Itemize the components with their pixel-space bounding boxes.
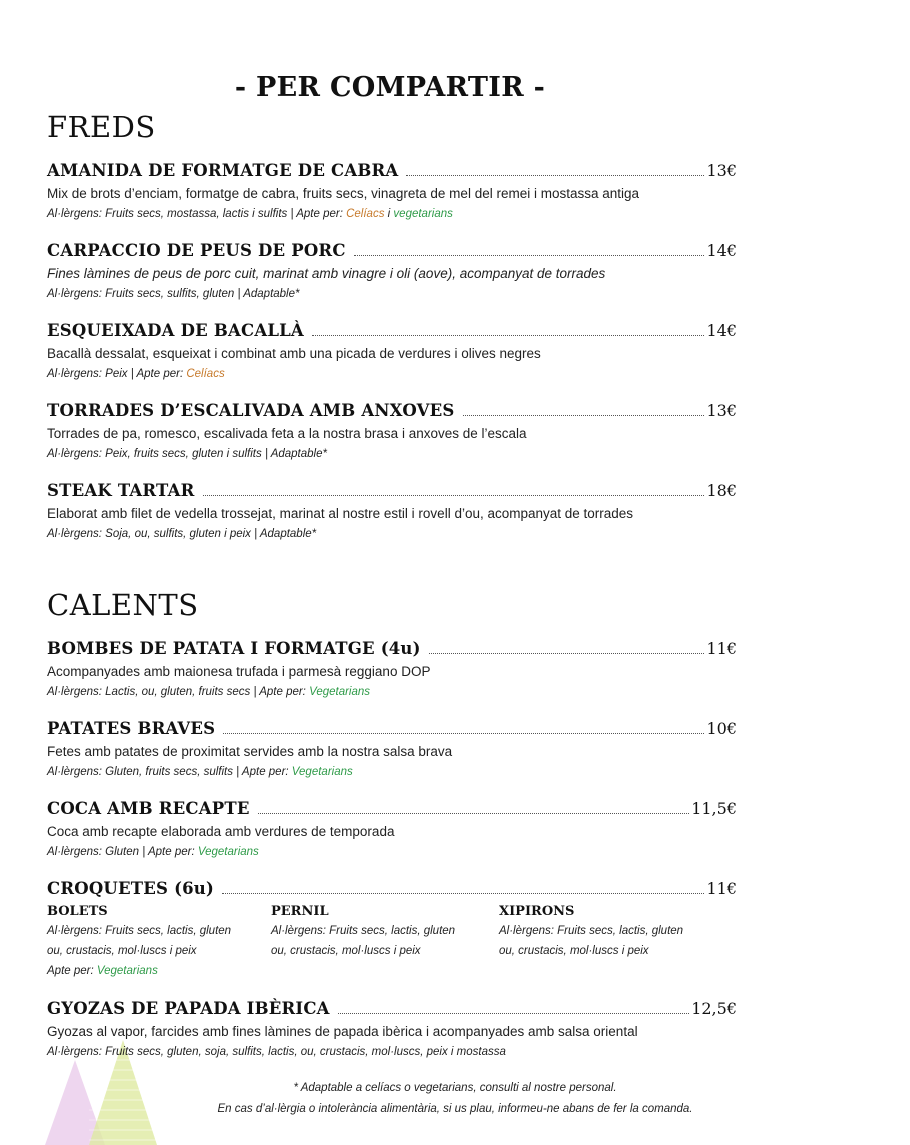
- variant-bolets: [47, 903, 277, 981]
- menu-item: [47, 401, 737, 464]
- item-description: Elaborat amb filet de vedella trossejat, marinat al nostre estil i rovell d’ou, acompanyat de torrades: [47, 506, 634, 521]
- item-name: TORRADES D’ESCALIVADA AMB ANXOVES: [47, 401, 455, 420]
- variant-allergens: Al·lèrgens: Fruits secs, lactis, gluten: [271, 925, 456, 937]
- item-description: Gyozas al vapor, farcides amb fines làmines de papada ibèrica i acompanyades amb salsa oriental: [47, 1024, 638, 1039]
- item-name: STEAK TARTAR: [47, 481, 195, 500]
- footnote-adaptable: * Adaptable a celíacs o vegetarians, consulti al nostre personal.: [293, 1082, 617, 1094]
- suitable-vegetarian: Vegetarians: [291, 766, 353, 778]
- dot-leader: [354, 254, 705, 256]
- dot-leader: [312, 334, 705, 336]
- item-name: ESQUEIXADA DE BACALLÀ: [47, 321, 304, 340]
- item-allergens: [47, 762, 737, 782]
- menu-item: [47, 719, 737, 782]
- allergens-text: Al·lèrgens: Peix | Apte per:: [47, 368, 187, 380]
- variant-allergens-cont: ou, crustacis, mol·luscs i peix: [271, 945, 421, 957]
- item-price: 13€: [706, 401, 737, 420]
- dot-leader: [222, 892, 704, 894]
- dot-leader: [463, 414, 705, 416]
- dot-leader: [258, 812, 690, 814]
- item-price: 11,5€: [691, 799, 737, 818]
- item-allergens: Al·lèrgens: Soja, ou, sulfits, gluten i peix | Adaptable*: [47, 528, 317, 540]
- suitable-vegetarian: Vegetarians: [197, 846, 259, 858]
- variant-pernil: [271, 903, 501, 961]
- item-allergens: [47, 364, 737, 384]
- item-name: BOMBES DE PATATA I FORMATGE (4u): [47, 639, 421, 658]
- item-allergens: Al·lèrgens: Fruits secs, gluten, soja, sulfits, lactis, ou, crustacis, mol·luscs, peix i mostassa: [47, 1046, 506, 1058]
- variant-allergens: Al·lèrgens: Fruits secs, lactis, gluten: [499, 925, 684, 937]
- variant-name: XIPIRONS: [499, 904, 575, 919]
- item-name: CARPACCIO DE PEUS DE PORC: [47, 241, 346, 260]
- footnote-allergy: En cas d’al·lèrgia o intolerància alimentària, si us plau, informeu-ne abans de fer la comanda.: [217, 1103, 693, 1115]
- allergens-text: Al·lèrgens: Lactis, ou, gluten, fruits secs | Apte per:: [47, 686, 310, 698]
- item-price: 10€: [706, 719, 737, 738]
- variant-allergens-cont: ou, crustacis, mol·luscs i peix: [499, 945, 649, 957]
- variant-allergens-cont: ou, crustacis, mol·luscs i peix: [47, 945, 197, 957]
- item-description: Mix de brots d’enciam, formatge de cabra, fruits secs, vinagreta de mel del remei i mostassa antiga: [47, 186, 640, 201]
- item-description: Fetes amb patates de proximitat servides amb la nostra salsa brava: [47, 744, 453, 759]
- item-price: 14€: [706, 241, 737, 260]
- menu-item-croquetes: [47, 879, 737, 901]
- suitable-join: i: [384, 208, 394, 220]
- item-description: Fines làmines de peus de porc cuit, marinat amb vinagre i oli (aove), acompanyat de torrades: [47, 266, 606, 281]
- menu-item: [47, 999, 737, 1062]
- item-price: 12,5€: [691, 999, 737, 1018]
- menu-item: [47, 481, 737, 544]
- section-title-calents: CALENTS: [47, 588, 199, 622]
- suitable-vegetarian: Vegetarians: [309, 686, 371, 698]
- allergens-text: Al·lèrgens: Fruits secs, mostassa, lactis i sulfits | Apte per:: [47, 208, 347, 220]
- dot-leader: [406, 174, 704, 176]
- dot-leader: [203, 494, 705, 496]
- item-description: Bacallà dessalat, esqueixat i combinat amb una picada de verdures i olives negres: [47, 346, 541, 361]
- dot-leader: [223, 732, 704, 734]
- item-allergens: [47, 842, 737, 862]
- item-allergens: [47, 204, 737, 224]
- menu-item: [47, 799, 737, 862]
- suitable-label: Apte per:: [47, 965, 97, 977]
- item-name: GYOZAS DE PAPADA IBÈRICA: [47, 999, 330, 1018]
- item-name: AMANIDA DE FORMATGE DE CABRA: [47, 161, 399, 180]
- page-title: - PER COMPARTIR -: [234, 72, 546, 103]
- item-price: 11€: [706, 879, 737, 898]
- item-description: Acompanyades amb maionesa trufada i parmesà reggiano DOP: [47, 664, 431, 679]
- section-title-freds: FREDS: [47, 110, 156, 144]
- dot-leader: [429, 652, 705, 654]
- variant-name: PERNIL: [271, 904, 329, 919]
- item-price: 11€: [706, 639, 737, 658]
- item-allergens: Al·lèrgens: Peix, fruits secs, gluten i sulfits | Adaptable*: [47, 448, 327, 460]
- suitable-vegetarian: Vegetarians: [96, 965, 158, 977]
- allergens-text: Al·lèrgens: Gluten, fruits secs, sulfits | Apte per:: [47, 766, 292, 778]
- allergens-text: Al·lèrgens: Gluten | Apte per:: [47, 846, 198, 858]
- item-price: 14€: [706, 321, 737, 340]
- suitable-celiac: Celíacs: [346, 208, 385, 220]
- menu-item: [47, 321, 737, 384]
- item-description: Torrades de pa, romesco, escalivada feta a la nostra brasa i anxoves de l’escala: [47, 426, 527, 441]
- item-description: Coca amb recapte elaborada amb verdures de temporada: [47, 824, 395, 839]
- dot-leader: [338, 1012, 690, 1014]
- item-allergens: Al·lèrgens: Fruits secs, sulfits, gluten | Adaptable*: [47, 288, 300, 300]
- item-allergens: [47, 682, 737, 702]
- item-name: CROQUETES (6u): [47, 879, 214, 898]
- variant-suitable: [47, 961, 277, 981]
- variant-allergens: Al·lèrgens: Fruits secs, lactis, gluten: [47, 925, 232, 937]
- suitable-celiac: Celíacs: [186, 368, 225, 380]
- suitable-vegetarian: vegetarians: [393, 208, 453, 220]
- item-price: 13€: [706, 161, 737, 180]
- variant-xipirons: [499, 903, 729, 961]
- item-name: COCA AMB RECAPTE: [47, 799, 250, 818]
- variant-name: BOLETS: [47, 904, 108, 919]
- menu-item: [47, 241, 737, 304]
- item-name: PATATES BRAVES: [47, 719, 216, 738]
- menu-item: [47, 161, 737, 224]
- menu-item: [47, 639, 737, 702]
- item-price: 18€: [706, 481, 737, 500]
